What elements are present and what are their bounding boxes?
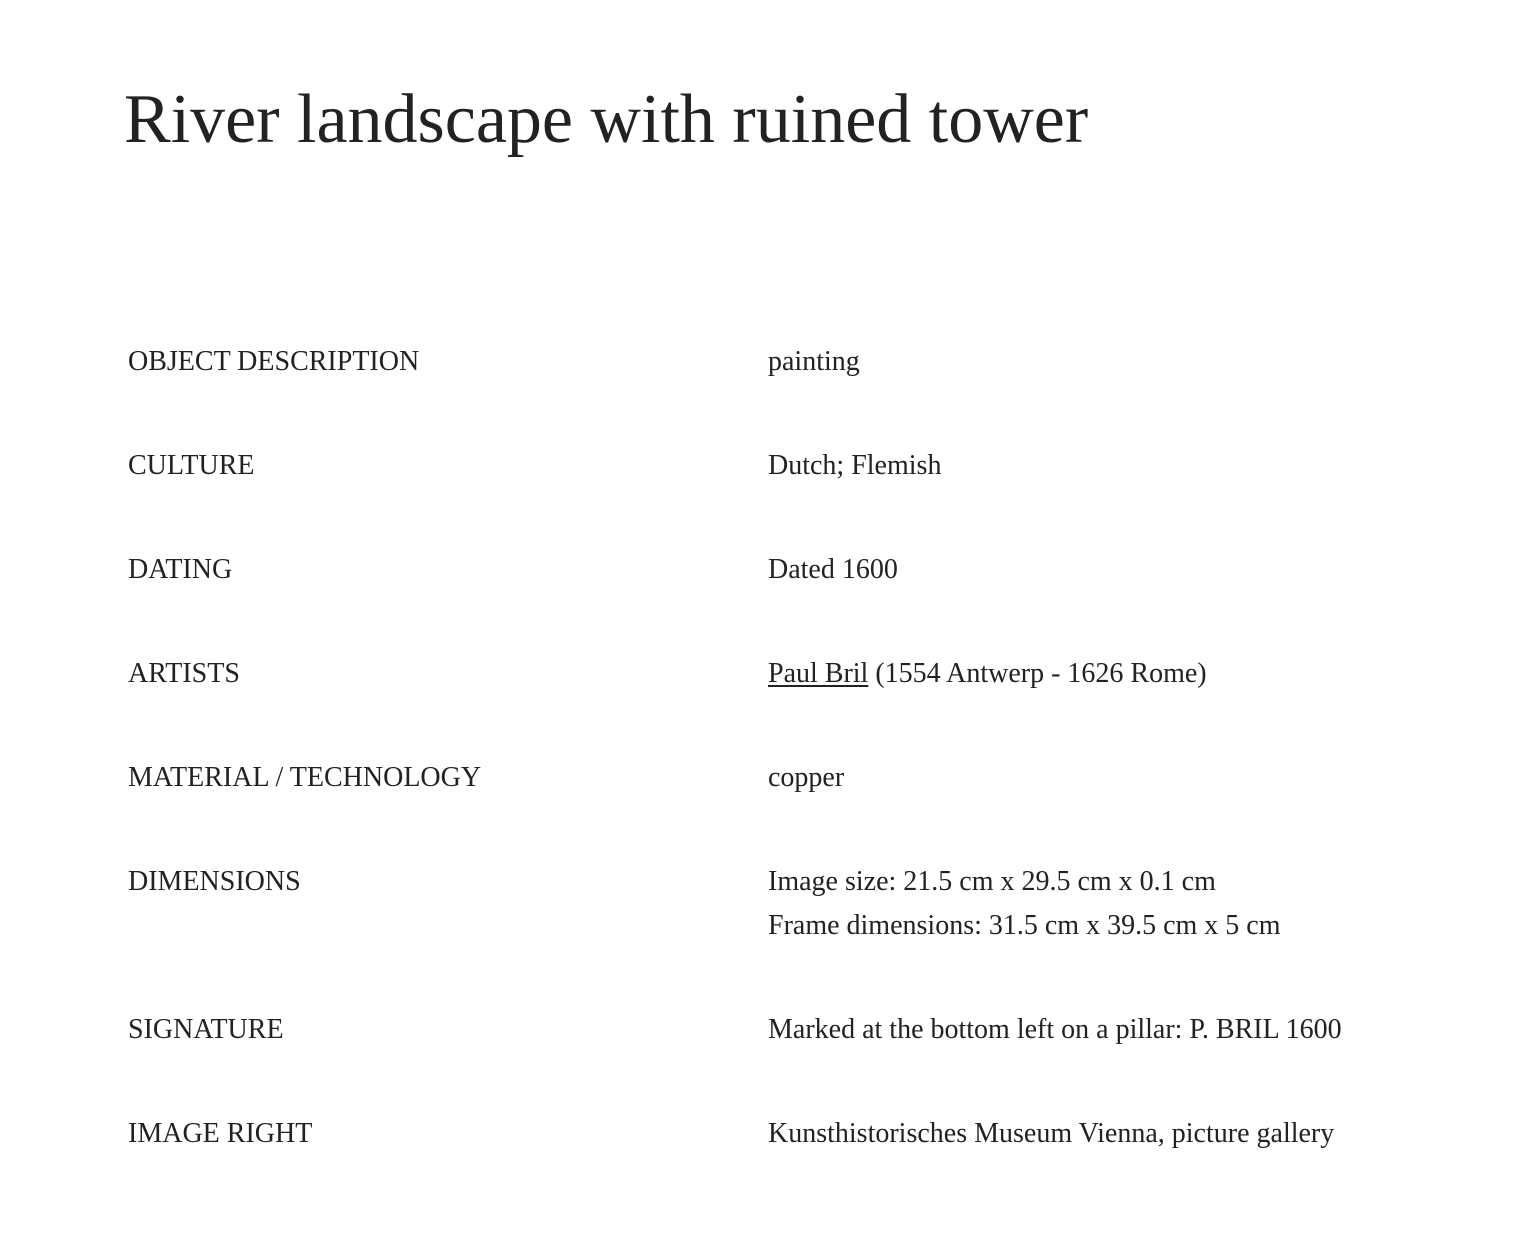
dating-value: Dated 1600 bbox=[768, 554, 898, 585]
material-label: MATERIAL / TECHNOLOGY bbox=[128, 762, 482, 793]
artists-value bbox=[768, 652, 1508, 696]
dimensions-label: DIMENSIONS bbox=[128, 866, 301, 897]
detail-row-artists bbox=[128, 652, 1508, 696]
culture-label: CULTURE bbox=[128, 450, 255, 481]
detail-row-culture bbox=[128, 444, 1508, 488]
image-right-label: IMAGE RIGHT bbox=[128, 1118, 313, 1149]
artist-life-dates: (1554 Antwerp - 1626 Rome) bbox=[868, 658, 1207, 689]
detail-row-dating bbox=[128, 548, 1508, 592]
page-title: River landscape with ruined tower bbox=[124, 81, 1089, 158]
artist-link[interactable]: Paul Bril bbox=[768, 658, 869, 689]
signature-label: SIGNATURE bbox=[128, 1014, 284, 1045]
detail-row-image-right bbox=[128, 1112, 1508, 1156]
object-description-label: OBJECT DESCRIPTION bbox=[128, 346, 420, 377]
dating-label: DATING bbox=[128, 554, 233, 585]
material-value: copper bbox=[768, 762, 845, 793]
culture-value: Dutch; Flemish bbox=[768, 450, 942, 481]
signature-value: Marked at the bottom left on a pillar: P. BRIL 1600 bbox=[768, 1014, 1342, 1045]
detail-row-object-description bbox=[128, 340, 1508, 384]
object-description-value: painting bbox=[768, 346, 860, 377]
object-details bbox=[128, 340, 1508, 1216]
detail-row-material bbox=[128, 756, 1508, 800]
image-size-text: Image size: 21.5 cm x 29.5 cm x 0.1 cm bbox=[768, 866, 1216, 897]
detail-row-dimensions bbox=[128, 860, 1508, 948]
image-right-value: Kunsthistorisches Museum Vienna, picture gallery bbox=[768, 1118, 1335, 1149]
artists-label: ARTISTS bbox=[128, 658, 240, 689]
dimensions-value bbox=[768, 860, 1508, 948]
detail-row-signature bbox=[128, 1008, 1508, 1052]
frame-size-text: Frame dimensions: 31.5 cm x 39.5 cm x 5 cm bbox=[768, 910, 1281, 941]
